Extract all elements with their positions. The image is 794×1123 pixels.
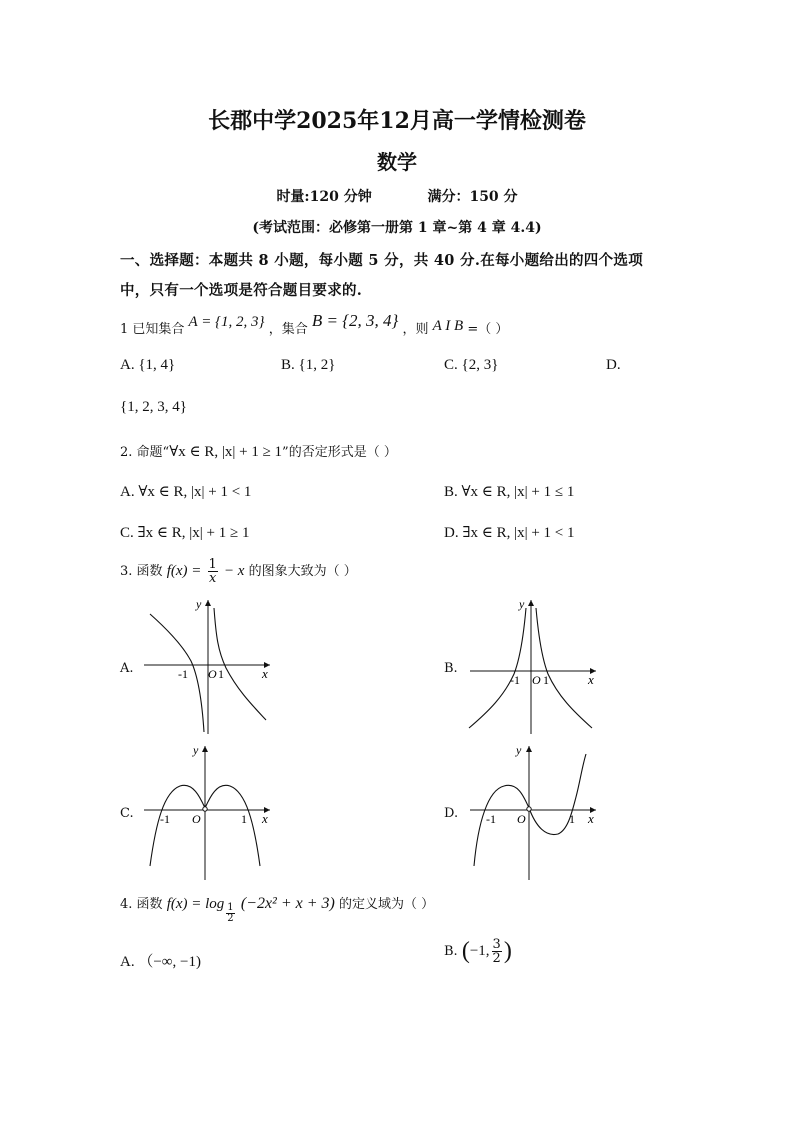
q4-option-b[interactable] xyxy=(444,938,512,965)
label-neg-one: -1 xyxy=(510,673,520,687)
q4-option-b-label: B. xyxy=(444,944,458,959)
graph-d xyxy=(464,742,604,882)
q3-func-lhs: f(x) = xyxy=(166,563,202,579)
curve-right xyxy=(205,785,260,866)
exam-scope: (考试范围：必修第一册第 1 章~第 4 章 4.4) xyxy=(252,220,542,236)
q4-log-base xyxy=(226,903,234,924)
q4-right-paren: ) xyxy=(503,938,512,964)
q4-option-b-num: 3 xyxy=(492,937,501,952)
question-3 xyxy=(120,558,357,585)
q3-text-b: 的图象大致为（ ） xyxy=(248,564,357,579)
curve-left xyxy=(150,614,204,732)
q4-left-paren: ( xyxy=(461,938,470,964)
q2-option-a[interactable]: A. ∀x ∈ R, |x| + 1 < 1 xyxy=(120,484,252,500)
label-x: x xyxy=(262,666,268,681)
q1-set-b: B = {2, 3, 4} xyxy=(311,311,399,330)
label-x: x xyxy=(588,672,594,687)
label-x: x xyxy=(262,811,268,826)
full-score: 满分：150 分 xyxy=(427,189,518,205)
q3-func-rhs: − x xyxy=(223,563,245,579)
label-origin: O xyxy=(532,673,541,687)
q3-option-d[interactable]: D. xyxy=(444,806,459,821)
q3-option-c[interactable]: C. xyxy=(120,806,134,821)
q2-text-b: ”的否定形式是（ ） xyxy=(282,445,397,460)
q4-text-a: 4. 函数 xyxy=(120,897,163,912)
question-2 xyxy=(120,441,397,461)
open-point xyxy=(527,807,531,811)
q2-proposition: ∀x ∈ R, |x| + 1 ≥ 1 xyxy=(169,444,283,460)
curve-right xyxy=(214,608,266,720)
q3-frac-num: 1 xyxy=(208,557,217,572)
q4-option-b-den: 2 xyxy=(492,951,501,966)
q2-option-d[interactable]: D. ∃x ∈ R, |x| + 1 < 1 xyxy=(444,525,575,541)
curve-right xyxy=(529,754,586,835)
curve-left xyxy=(469,608,526,728)
question-4 xyxy=(120,893,435,924)
q4-base-num: 1 xyxy=(227,902,234,913)
label-y: y xyxy=(519,597,525,611)
q1-option-c[interactable]: C. {2, 3} xyxy=(444,357,499,373)
question-1 xyxy=(120,311,509,338)
q3-text-a: 3. 函数 xyxy=(120,564,163,579)
q1-option-b[interactable]: B. {1, 2} xyxy=(281,357,336,373)
label-one: 1 xyxy=(569,812,575,826)
q1-expression: A I B xyxy=(432,318,464,334)
label-origin: O xyxy=(208,667,217,681)
label-x: x xyxy=(588,811,594,826)
q2-option-c[interactable]: C. ∃x ∈ R, |x| + 1 ≥ 1 xyxy=(120,525,250,541)
label-one: 1 xyxy=(543,673,549,687)
q1-text-d: =（ ） xyxy=(467,322,509,337)
q2-text-a: 2. 命题“ xyxy=(120,445,170,460)
time-limit: 时量:120 分钟 xyxy=(276,189,372,205)
q4-option-b-fraction xyxy=(492,938,502,965)
label-one: 1 xyxy=(218,667,224,681)
q4-base-den: 2 xyxy=(227,913,234,924)
q1-text-a: 1 已知集合 xyxy=(120,322,185,337)
subject-title: 数学 xyxy=(377,150,417,174)
q1-set-a: A = {1, 2, 3} xyxy=(188,314,265,330)
graph-a xyxy=(138,596,278,736)
q1-option-d[interactable]: D. xyxy=(606,357,621,373)
q3-option-a[interactable]: A. xyxy=(120,661,134,676)
label-y: y xyxy=(193,743,199,757)
label-origin: O xyxy=(192,812,201,826)
q3-frac-den: x xyxy=(208,571,217,586)
q1-text-c: ，则 xyxy=(402,322,429,337)
section-heading-line2: 中，只有一个选项是符合题目要求的. xyxy=(120,282,363,299)
q3-fraction xyxy=(208,558,218,585)
graph-b xyxy=(464,596,604,736)
q1-option-d-value: {1, 2, 3, 4} xyxy=(120,399,187,415)
exam-meta xyxy=(0,186,794,206)
label-neg-one: -1 xyxy=(178,667,188,681)
open-point xyxy=(203,807,207,811)
label-neg-one: -1 xyxy=(160,812,170,826)
label-y: y xyxy=(516,743,522,757)
exam-title: 长郡中学2025年12月高一学情检测卷 xyxy=(208,108,586,134)
q4-argument: (−2x² + x + 3) xyxy=(240,895,335,912)
section-heading-line1: 一、选择题：本题共 8 小题，每小题 5 分，共 40 分.在每小题给出的四个选项 xyxy=(120,252,643,269)
q2-option-b[interactable]: B. ∀x ∈ R, |x| + 1 ≤ 1 xyxy=(444,484,575,500)
label-origin: O xyxy=(517,812,526,826)
label-one: 1 xyxy=(241,812,247,826)
q4-text-b: 的定义域为（ ） xyxy=(339,897,435,912)
q1-text-b: ，集合 xyxy=(268,322,308,337)
label-y: y xyxy=(196,597,202,611)
q4-func-lhs: f(x) = log xyxy=(166,896,225,912)
graph-c xyxy=(138,742,278,882)
q1-option-a[interactable]: A. {1, 4} xyxy=(120,357,176,373)
q3-option-b[interactable]: B. xyxy=(444,661,458,676)
curve-right xyxy=(536,608,592,728)
q4-option-b-left: −1, xyxy=(469,943,490,959)
label-neg-one: -1 xyxy=(486,812,496,826)
q4-option-a[interactable]: A. （−∞, −1) xyxy=(120,954,201,970)
